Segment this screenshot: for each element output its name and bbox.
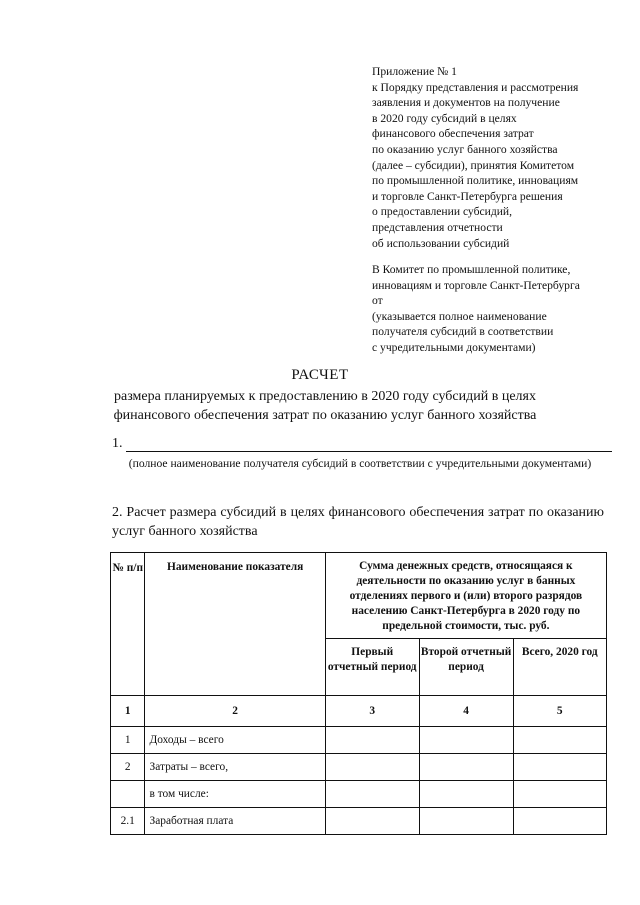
col-index: 3	[325, 696, 419, 727]
table-row	[111, 727, 607, 754]
value-cell[interactable]	[419, 754, 513, 781]
row-num: 1	[111, 727, 145, 754]
table-row	[111, 808, 607, 835]
value-cell[interactable]	[325, 808, 419, 835]
appendix-line: (далее – субсидии), принятия Комитетом	[372, 158, 575, 172]
addressee-line-1: В Комитет по промышленной политике,	[372, 263, 571, 276]
document-subtitle: размера планируемых к предоставлению в 2020 году субсидий в целях финансового обеспечения затрат по оказанию услуг банного хозяйства	[113, 389, 537, 423]
col-index: 2	[145, 696, 325, 727]
appendix-line: финансового обеспечения затрат	[372, 127, 534, 141]
header-num: № п/п	[111, 553, 145, 696]
section-2-heading: 2. Расчет размера субсидий в целях финансового обеспечения затрат по оказанию услуг банного хозяйства	[112, 505, 604, 539]
recipient-name-field[interactable]	[126, 451, 612, 452]
appendix-line: о предоставлении субсидий,	[372, 205, 513, 219]
addressee-note-1: (указывается полное наименование	[372, 309, 547, 323]
section-1-note: (полное наименование получателя субсидий в соответствии с учредительными документами)	[128, 457, 592, 470]
header-first-period: Первый отчетный период	[325, 639, 419, 696]
addressee-block	[372, 262, 622, 356]
value-cell[interactable]	[513, 781, 606, 808]
table-header-row	[111, 553, 607, 639]
appendix-line: об использовании субсидий	[372, 236, 510, 250]
value-cell[interactable]	[513, 808, 606, 835]
value-cell[interactable]	[419, 727, 513, 754]
header-total: Всего, 2020 год	[513, 639, 606, 696]
row-name: Заработная плата	[145, 808, 325, 835]
appendix-line: Приложение № 1	[372, 65, 457, 78]
column-index-row	[111, 696, 607, 727]
header-name: Наименование показателя	[145, 553, 325, 696]
header-sum: Сумма денежных средств, относящаяся к деятельности по оказанию услуг в банных отделениях первого и (или) второго разрядов населению Санкт-Петербурга в 2020 году по предельной стоимости, тыс. руб.	[325, 553, 606, 639]
row-name: в том числе:	[145, 781, 325, 808]
row-num	[111, 781, 145, 808]
value-cell[interactable]	[513, 727, 606, 754]
appendix-line: и торговле Санкт-Петербурга решения	[372, 189, 563, 203]
row-num: 2.1	[111, 808, 145, 835]
appendix-line: представления отчетности	[372, 220, 503, 234]
row-num: 2	[111, 754, 145, 781]
addressee-note-3: с учредительными документами)	[372, 340, 536, 354]
header-second-period: Второй отчетный период	[419, 639, 513, 696]
section-1-number: 1.	[112, 436, 123, 451]
document-title: РАСЧЕТ	[291, 367, 349, 383]
col-index: 5	[513, 696, 606, 727]
table-row	[111, 781, 607, 808]
appendix-line: заявления и документов на получение	[372, 96, 560, 110]
addressee-note-2: получателя субсидий в соответствии	[372, 325, 554, 339]
appendix-block	[372, 64, 622, 251]
col-index: 4	[419, 696, 513, 727]
appendix-line: по промышленной политике, инновациям	[372, 174, 579, 188]
value-cell[interactable]	[325, 727, 419, 754]
value-cell[interactable]	[419, 808, 513, 835]
calculation-table	[110, 552, 607, 835]
appendix-line: к Порядку представления и рассмотрения	[372, 80, 579, 94]
value-cell[interactable]	[513, 754, 606, 781]
table-row	[111, 754, 607, 781]
value-cell[interactable]	[325, 754, 419, 781]
addressee-line-2: инновациям и торговле Санкт-Петербурга	[372, 278, 580, 292]
value-cell[interactable]	[325, 781, 419, 808]
value-cell[interactable]	[419, 781, 513, 808]
appendix-line: в 2020 году субсидий в целях	[372, 111, 517, 125]
from-label: от	[372, 294, 383, 308]
row-name: Доходы – всего	[145, 727, 325, 754]
appendix-line: по оказанию услуг банного хозяйства	[372, 142, 558, 156]
col-index: 1	[111, 696, 145, 727]
from-row	[372, 293, 622, 309]
row-name: Затраты – всего,	[145, 754, 325, 781]
